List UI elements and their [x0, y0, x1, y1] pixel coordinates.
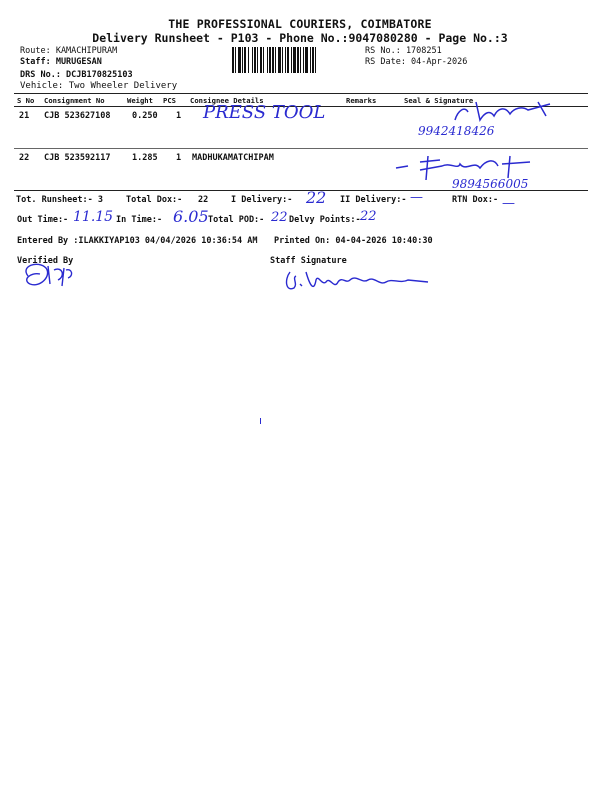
in-time-value: 6.05 — [173, 207, 209, 226]
delvy-points-label: Delvy Points:- — [289, 215, 361, 225]
total-pod-value: 22 — [271, 210, 288, 225]
row-consignment: CJB 523592117 — [44, 153, 111, 163]
verified-by-label: Verified By — [17, 256, 74, 266]
rtn-dox-label: RTN Dox:- — [452, 195, 499, 205]
ii-delivery-label: II Delivery:- — [340, 195, 407, 205]
seal-phone-1: 9942418426 — [418, 124, 495, 138]
barcode — [232, 47, 360, 73]
vehicle-label: Vehicle: Two Wheeler Delivery — [20, 81, 178, 91]
row-sno: 21 — [19, 111, 30, 121]
col-header-consignee: Consignee Details — [190, 96, 264, 105]
rs-date: RS Date: 04-Apr-2026 — [365, 57, 468, 67]
runsheet-title: Delivery Runsheet - P103 - Phone No.:9047080280 - Page No.:3 — [92, 31, 508, 45]
col-header-pcs: PCS — [163, 96, 176, 105]
staff-label: Staff: MURUGESAN — [20, 57, 102, 67]
delvy-points-value: 22 — [360, 209, 377, 224]
i-delivery-label: I Delivery:- — [231, 195, 293, 205]
row-consignee-handwritten: PRESS TOOL — [203, 102, 326, 123]
col-header-sno: S No — [17, 96, 35, 105]
rtn-dox-value: — — [502, 196, 515, 211]
row-sno: 22 — [19, 153, 30, 163]
staff-signature — [282, 266, 432, 300]
seal-phone-2: 9894566005 — [452, 177, 529, 191]
in-time-label: In Time:- — [116, 215, 163, 225]
table-bottom-rule — [14, 190, 588, 191]
entered-by: Entered By :ILAKKIYAP103 04/04/2026 10:36:54 AM — [17, 236, 258, 246]
col-header-seal: Seal & Signature — [404, 96, 474, 105]
total-pod-label: Total POD:- — [208, 215, 265, 225]
route-label: Route: KAMACHIPURAM — [20, 46, 118, 56]
verifier-signature — [18, 258, 80, 294]
col-header-weight: Weight — [127, 96, 153, 105]
drs-number: DRS No.: DCJB170825103 — [20, 70, 133, 80]
out-time-label: Out Time:- — [17, 215, 69, 225]
rs-number: RS No.: 1708251 — [365, 46, 442, 56]
total-dox-value: 22 — [198, 195, 209, 205]
out-time-value: 11.15 — [73, 209, 114, 225]
printed-on: Printed On: 04-04-2026 10:40:30 — [274, 236, 433, 246]
row-consignment: CJB 523627108 — [44, 111, 111, 121]
row-pcs: 1 — [176, 153, 182, 163]
row-weight: 0.250 — [132, 111, 158, 121]
total-dox-label: Total Dox:- — [126, 195, 183, 205]
row-consignee: MADHUKAMATCHIPAM — [192, 153, 274, 163]
recipient-signature-1 — [410, 98, 560, 126]
ii-delivery-value: — — [410, 190, 423, 205]
col-header-remarks: Remarks — [346, 96, 377, 105]
pen-mark — [260, 418, 261, 424]
i-delivery-value: 22 — [306, 188, 327, 207]
table-top-rule — [14, 93, 588, 94]
row-weight: 1.285 — [132, 153, 158, 163]
staff-signature-label: Staff Signature — [270, 256, 347, 266]
company-title: THE PROFESSIONAL COURIERS, COIMBATORE — [168, 17, 432, 31]
col-header-consignment: Consignment No — [44, 96, 105, 105]
row-pcs: 1 — [176, 111, 182, 121]
row-divider — [14, 148, 588, 149]
tot-runsheet: Tot. Runsheet:- 3 — [16, 195, 103, 205]
